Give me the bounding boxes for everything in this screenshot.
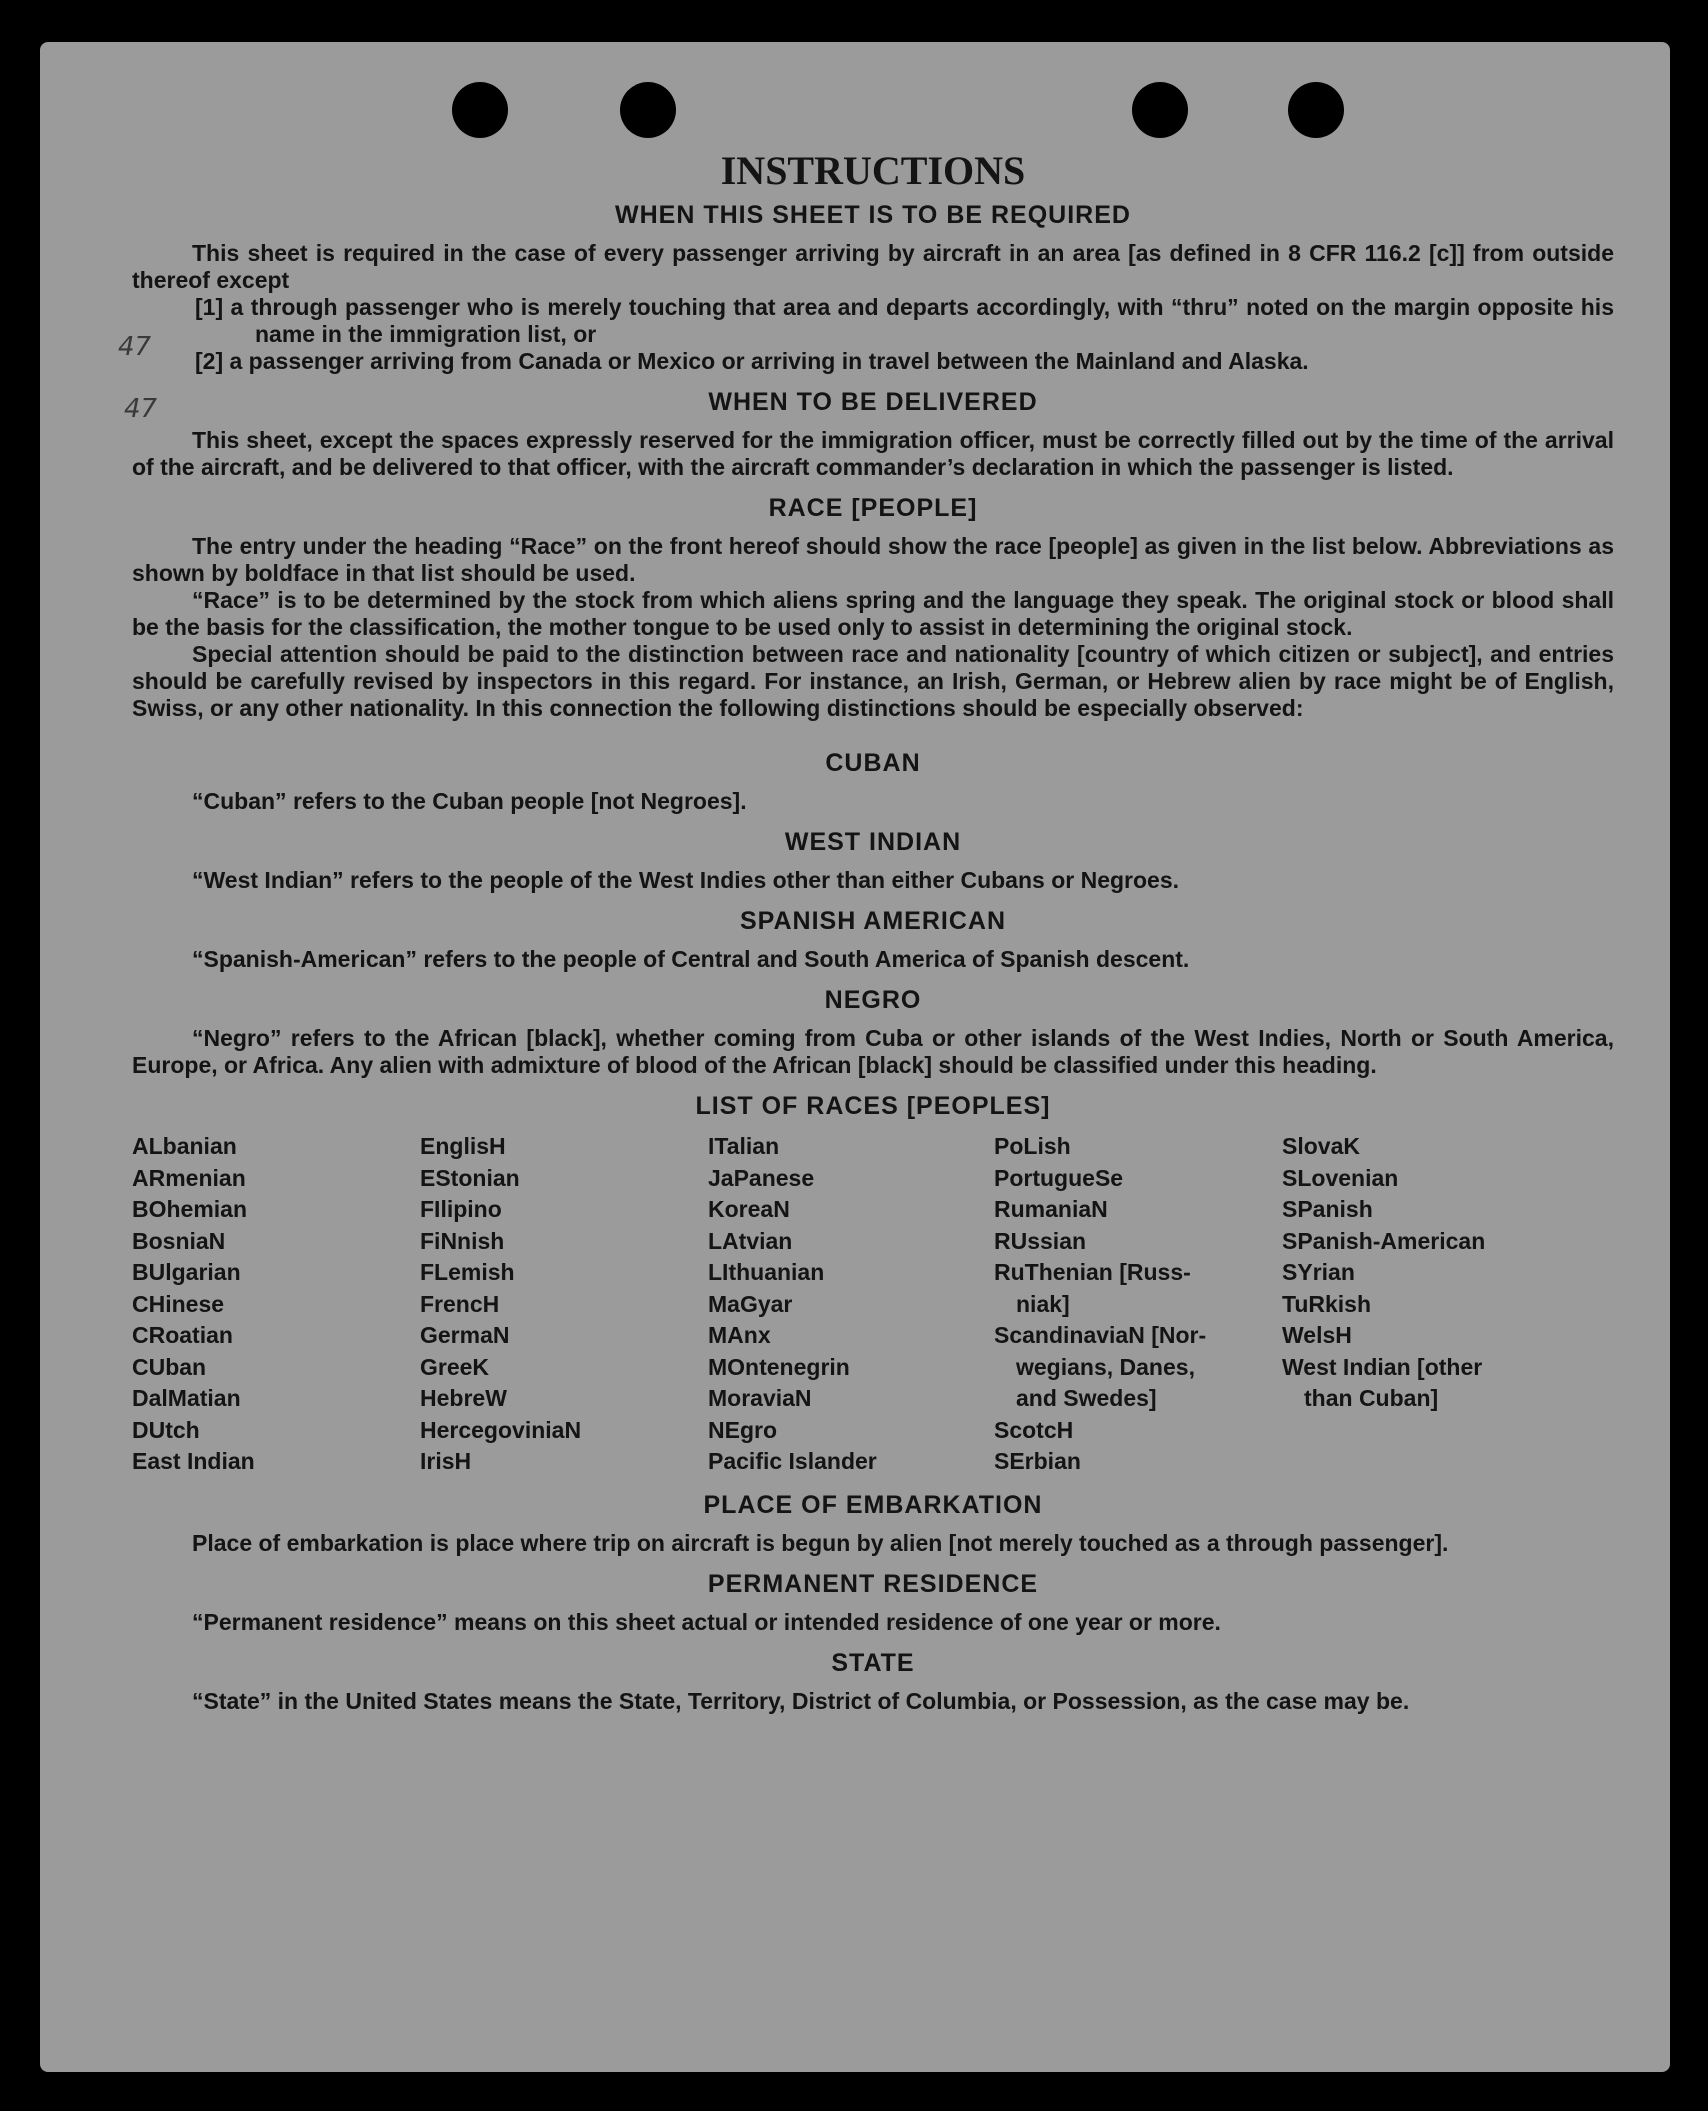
race-item: ScotcH — [994, 1416, 1074, 1443]
race-item: RUssian — [994, 1227, 1087, 1254]
race-item: JaPanese — [708, 1164, 815, 1191]
race-item: IrisH — [420, 1448, 472, 1474]
race-item: HebreW — [420, 1385, 507, 1411]
race-item: CUban — [132, 1353, 207, 1380]
race-paragraph-2: “Race” is to be determined by the stock from which aliens spring and the language they speak. The original stock or blood shall be the basis for the classification, the mother tongue to be used only to assist in determining the original stock. — [132, 587, 1614, 640]
west-indian-text: “West Indian” refers to the people of the West Indies other than either Cubans or Negroes. — [192, 867, 1180, 893]
race-item: FLemish — [420, 1259, 515, 1285]
race-item: WelsH — [1282, 1322, 1352, 1348]
required-item-1: [1] a through passenger who is merely touching that area and departs accordingly, with “thru” noted on the margin opposite his name in the immigration list, or — [195, 294, 1614, 347]
race-item: RumaniaN — [994, 1196, 1108, 1222]
race-item: FiNnish — [420, 1227, 505, 1254]
section-heading-spanish-american: SPANISH AMERICAN — [739, 907, 1006, 935]
races-column-3 — [708, 1131, 994, 1478]
section-heading-delivered: WHEN TO BE DELIVERED — [708, 388, 1038, 416]
document-sheet — [40, 42, 1670, 2072]
embarkation-text: Place of embarkation is place where trip on aircraft is begun by alien [not merely touched as a through passenger]. — [192, 1529, 1449, 1556]
race-item: DUtch — [132, 1416, 200, 1443]
section-heading-race: RACE [PEOPLE] — [768, 494, 978, 522]
race-item: LAtvian — [708, 1227, 793, 1254]
race-item: SlovaK — [1282, 1133, 1360, 1159]
races-list — [132, 1131, 1614, 1478]
section-heading-cuban: CUBAN — [825, 749, 921, 777]
race-item: SPanish-American — [1282, 1227, 1486, 1254]
race-item: EStonian — [420, 1164, 520, 1191]
race-item: DalMatian — [132, 1385, 241, 1411]
required-item-2: [2] a passenger arriving from Canada or Mexico or arriving in travel between the Mainland and Alaska. — [195, 348, 1309, 374]
races-column-1 — [132, 1131, 420, 1478]
race-item-continued: niak] — [1016, 1290, 1070, 1317]
race-item: NEgro — [708, 1416, 777, 1443]
race-item: SPanish — [1282, 1196, 1373, 1222]
race-item-continued: wegians, Danes, — [1016, 1353, 1195, 1380]
pencil-annotation: 47 — [124, 394, 158, 424]
race-item: RuThenian [Russ- — [994, 1259, 1191, 1285]
race-item-continued: than Cuban] — [1304, 1385, 1439, 1411]
instructions-content — [132, 148, 1614, 1715]
races-column-5 — [1282, 1131, 1582, 1478]
negro-text: “Negro” refers to the African [black], whether coming from Cuba or other islands of the West Indies, North or South America, Europe, or Africa. Any alien with admixture of blood of the African [black] should be classified under this heading. — [132, 1025, 1614, 1078]
races-column-2 — [420, 1131, 708, 1478]
race-item: Pacific Islander — [708, 1448, 877, 1474]
required-intro: This sheet is required in the case of every passenger arriving by aircraft in an area [as defined in 8 CFR 116.2 [c]] from outside thereof except — [132, 240, 1614, 293]
race-item-continued: and Swedes] — [1016, 1385, 1157, 1411]
race-item: BOhemian — [132, 1196, 248, 1222]
delivered-text: This sheet, except the spaces expressly reserved for the immigration officer, must be correctly filled out by the time of the arrival of the aircraft, and be delivered to that officer, with the aircraft commander’s declaration in which the passenger is listed. — [132, 427, 1614, 480]
race-item: MAnx — [708, 1322, 771, 1348]
race-item: TuRkish — [1282, 1290, 1372, 1317]
race-item: PoLish — [994, 1133, 1071, 1159]
punch-hole — [452, 82, 508, 138]
races-column-4 — [994, 1131, 1282, 1478]
race-item: ALbanian — [132, 1133, 237, 1159]
section-heading-negro: NEGRO — [824, 986, 922, 1014]
section-heading-residence: PERMANENT RESIDENCE — [707, 1569, 1039, 1598]
race-paragraph-1: The entry under the heading “Race” on the front hereof should show the race [people] as given in the list below. Abbreviations as shown by boldface in that list should be used. — [132, 533, 1614, 586]
race-item: East Indian — [132, 1448, 255, 1474]
section-heading-west-indian: WEST INDIAN — [784, 828, 962, 856]
punch-hole — [620, 82, 676, 138]
race-item: SErbian — [994, 1448, 1081, 1474]
punch-hole — [1132, 82, 1188, 138]
race-item: BosniaN — [132, 1227, 226, 1254]
race-item: FIlipino — [420, 1196, 502, 1222]
page-title: INSTRUCTIONS — [720, 148, 1026, 193]
race-item: KoreaN — [708, 1196, 790, 1222]
race-item: FrencH — [420, 1290, 500, 1317]
section-heading-embarkation: PLACE OF EMBARKATION — [703, 1490, 1043, 1519]
race-item: MaGyar — [708, 1290, 793, 1317]
punch-hole — [1288, 82, 1344, 138]
cuban-text: “Cuban” refers to the Cuban people [not Negroes]. — [192, 788, 747, 814]
race-item: GreeK — [420, 1353, 490, 1380]
race-item: ARmenian — [132, 1164, 246, 1191]
race-item: West Indian [other — [1282, 1353, 1483, 1380]
race-item: MoraviaN — [708, 1385, 812, 1411]
section-heading-state: STATE — [831, 1648, 915, 1677]
race-item: MOntenegrin — [708, 1353, 850, 1380]
race-item: HercegoviniaN — [420, 1416, 582, 1443]
section-heading-required: WHEN THIS SHEET IS TO BE REQUIRED — [615, 201, 1131, 229]
section-heading-races-list: LIST OF RACES [PEOPLES] — [695, 1092, 1051, 1120]
race-item: GermaN — [420, 1322, 510, 1348]
race-item: ScandinaviaN [Nor- — [994, 1322, 1207, 1348]
pencil-annotation: 47 — [118, 332, 152, 362]
race-item: CHinese — [132, 1290, 225, 1317]
race-item: EnglisH — [420, 1133, 506, 1159]
race-item: ITalian — [708, 1133, 780, 1159]
race-item: BUlgarian — [132, 1259, 241, 1285]
spanish-american-text: “Spanish-American” refers to the people of Central and South America of Spanish descent. — [192, 946, 1190, 972]
race-item: PortugueSe — [994, 1164, 1124, 1191]
state-text: “State” in the United States means the State, Territory, District of Columbia, or Possession, as the case may be. — [192, 1687, 1410, 1714]
race-item: CRoatian — [132, 1322, 233, 1348]
race-paragraph-3: Special attention should be paid to the distinction between race and nationality [country of which citizen or subject], and entries should be carefully revised by inspectors in this regard. For instance, an Irish, German, or Hebrew alien by race might be of English, Swiss, or any other nationality. In this connection the following distinctions should be especially observed: — [132, 641, 1614, 721]
residence-text: “Permanent residence” means on this sheet actual or intended residence of one year or more. — [192, 1608, 1221, 1635]
race-item: SLovenian — [1282, 1164, 1399, 1191]
race-item: LIthuanian — [708, 1259, 825, 1285]
race-item: SYrian — [1282, 1259, 1355, 1285]
